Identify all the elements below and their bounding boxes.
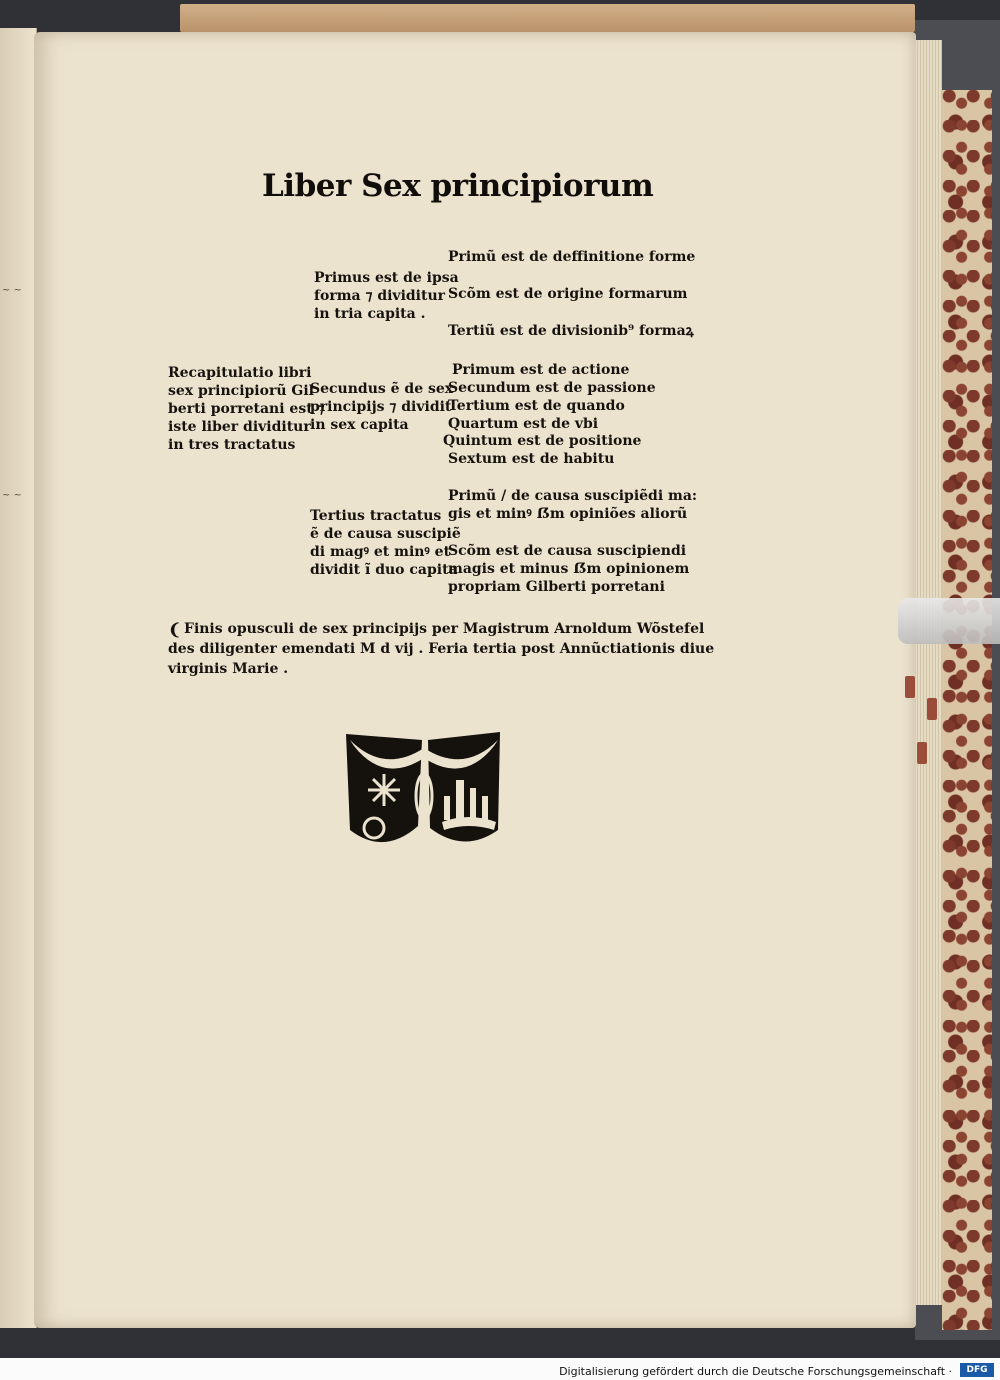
section2-item: Sextum est de habitu bbox=[448, 451, 615, 467]
page-clip bbox=[898, 598, 1000, 644]
book-board-top bbox=[180, 4, 915, 32]
section2-item: Tertium est de quando bbox=[448, 398, 625, 414]
section1-head-line: in tria capita . bbox=[314, 306, 426, 322]
left-page-edge bbox=[0, 28, 37, 1328]
section3-head-line: dividit ĩ duo capita bbox=[310, 562, 458, 578]
page-tab bbox=[917, 742, 927, 764]
recap-line: Recapitulatio libri bbox=[168, 365, 312, 381]
book-page bbox=[34, 32, 916, 1328]
section2-item: Primum est de actione bbox=[452, 362, 630, 378]
colophon-line: virginis Marie . bbox=[168, 661, 289, 677]
section3-item: Primũ / de causa suscipiẽdi ma: bbox=[448, 488, 698, 504]
recap-line: iste liber dividitur bbox=[168, 419, 311, 435]
section2-head-line: principijs ⁊ dividit bbox=[310, 399, 452, 415]
page-stack-edge bbox=[912, 40, 942, 1305]
colophon-line: des diligenter emendati M d vij . Feria tertia post Annũctiationis diue bbox=[168, 641, 715, 657]
section3-head-line: ẽ de causa suscipiẽ bbox=[310, 526, 461, 542]
section2-item: Quartum est de vbi bbox=[448, 416, 599, 432]
section1-item: Tertiũ est de divisionib⁹ formaꝝ bbox=[448, 323, 694, 339]
margin-handwriting: ~ ~ bbox=[2, 285, 22, 296]
recap-line: in tres tractatus bbox=[168, 437, 296, 453]
margin-handwriting: ~ ~ bbox=[2, 490, 22, 501]
funding-credit: Digitalisierung gefördert durch die Deutsche Forschungsgemeinschaft · bbox=[559, 1365, 952, 1378]
section3-item: magis et minus ẞm opinionem bbox=[448, 561, 690, 577]
section2-head-line: Secundus ẽ de sex bbox=[310, 381, 454, 397]
section1-item: Primũ est de deffinitione forme bbox=[448, 249, 696, 265]
section2-item: Secundum est de passione bbox=[448, 380, 656, 396]
recap-line: berti porretani est ⁊ bbox=[168, 401, 325, 417]
colophon-paragraph-mark: ❨ bbox=[168, 620, 182, 639]
section3-item: propriam Gilberti porretani bbox=[448, 579, 665, 595]
page-title: Liber Sex principiorum bbox=[262, 168, 654, 204]
section1-head-line: forma ⁊ dividitur bbox=[314, 288, 446, 304]
page-tab bbox=[905, 676, 915, 698]
section2-head-line: in sex capita bbox=[310, 417, 409, 433]
section1-head-line: Primus est de ipsa bbox=[314, 270, 459, 286]
section1-item: Scõm est de origine formarum bbox=[448, 286, 688, 302]
dfg-logo: DFG bbox=[960, 1363, 994, 1377]
section3-item: gis et minꝰ ẞm opiniões aliorũ bbox=[448, 506, 688, 522]
recap-line: sex principiorũ Gil bbox=[168, 383, 314, 399]
section2-item: Quintum est de positione bbox=[443, 433, 642, 449]
page-tab bbox=[927, 698, 937, 720]
section3-head-line: Tertius tractatus bbox=[310, 508, 442, 524]
colophon-line: Finis opusculi de sex principijs per Magistrum Arnoldum Wõstefel bbox=[184, 621, 705, 637]
section3-item: Scõm est de causa suscipiendi bbox=[448, 543, 687, 559]
marbled-endpaper bbox=[942, 90, 992, 1330]
printers-mark-emblem bbox=[344, 726, 504, 856]
section3-head-line: di magꝰ et minꝰ et bbox=[310, 544, 451, 560]
